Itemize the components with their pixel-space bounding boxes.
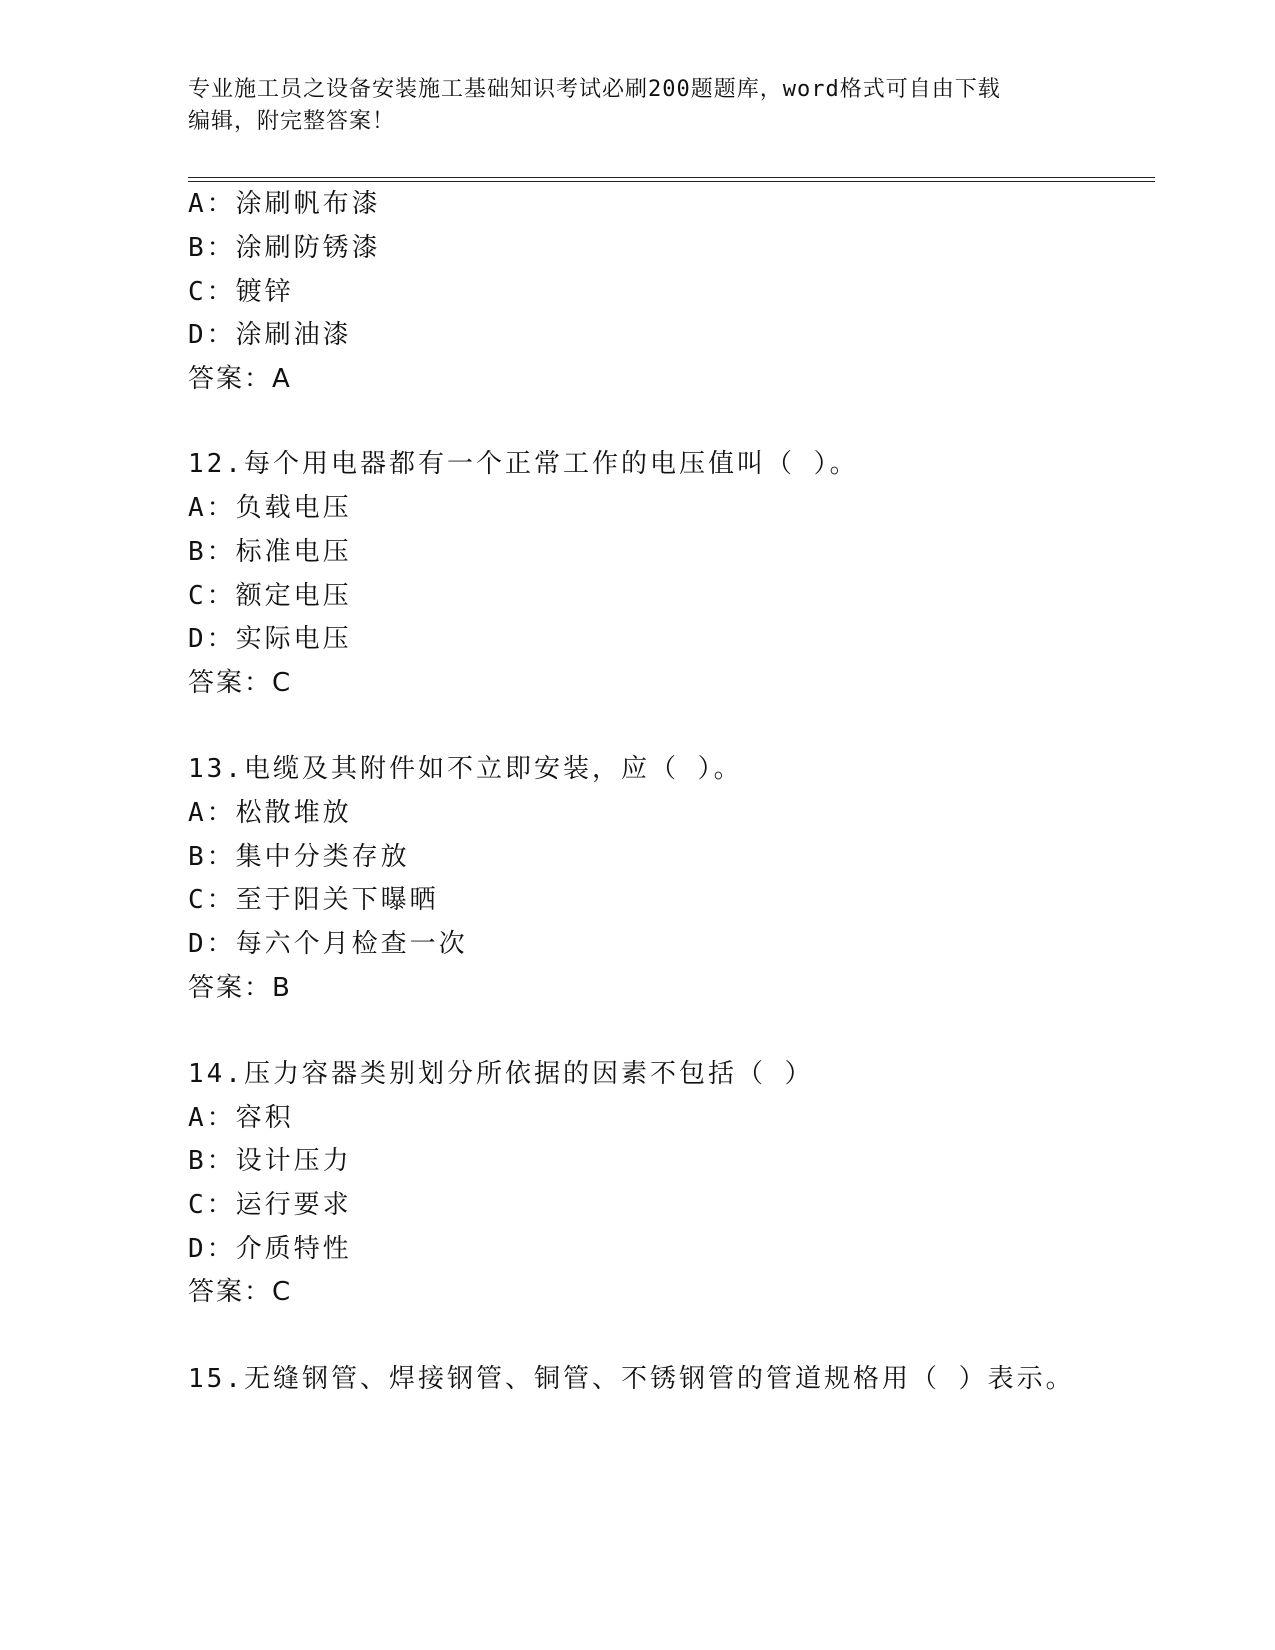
option-a: A：负载电压 [188,493,352,523]
option-c: C：运行要求 [188,1190,352,1220]
option-a: A：容积 [188,1103,294,1133]
header-divider [188,177,1155,182]
option-c: C：额定电压 [188,581,352,611]
header-line-1: 专业施工员之设备安装施工基础知识考试必刷200题题库，word格式可自由下载 [188,77,1001,102]
option-a: A：涂刷帆布漆 [188,189,381,219]
option-d: D：涂刷油漆 [188,320,352,350]
option-d: D：介质特性 [188,1234,352,1264]
question-13-text: 13.电缆及其附件如不立即安装，应（ ）。 [188,754,743,784]
option-a: A：松散堆放 [188,798,352,828]
option-d: D：每六个月检查一次 [188,929,468,959]
option-c: C：镀锌 [188,277,294,307]
answer-line: 答案：A [188,364,292,394]
option-b: B：涂刷防锈漆 [188,233,381,263]
question-15-text: 15.无缝钢管、焊接钢管、铜管、不锈钢管的管道规格用（ ）表示。 [188,1364,1075,1394]
option-b: B：集中分类存放 [188,842,410,872]
header-line-2: 编辑，附完整答案！ [188,109,396,134]
answer-line: 答案：C [188,1277,293,1307]
option-c: C：至于阳关下曝晒 [188,885,439,915]
option-b: B：标准电压 [188,537,352,567]
question-12-text: 12.每个用电器都有一个正常工作的电压值叫（ ）。 [188,449,859,479]
answer-line: 答案：B [188,973,292,1003]
document-header [188,74,1068,138]
question-14-text: 14.压力容器类别划分所依据的因素不包括（ ） [188,1059,814,1089]
option-b: B：设计压力 [188,1146,352,1176]
answer-line: 答案：C [188,668,293,698]
option-d: D：实际电压 [188,624,352,654]
